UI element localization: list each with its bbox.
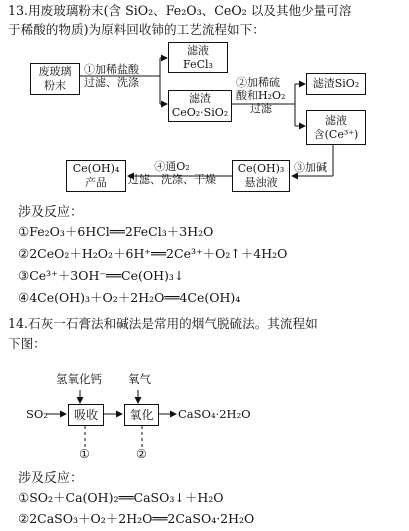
mark-1: ① [79, 447, 90, 461]
box-absorption: 吸收 [68, 404, 104, 426]
box-ceoh3-suspension: Ce(OH)₃ 悬浊液 [232, 160, 290, 192]
q13-reaction-3: ③Ce³⁺＋3OH⁻══Ce(OH)₃↓ [18, 268, 185, 283]
box-residue-ceo2-sio2: 滤渣 CeO₂·SiO₂ [168, 90, 232, 122]
q13-reaction-2: ②2CeO₂＋H₂O₂＋6H⁺══2Ce³⁺＋O₂↑＋4H₂O [18, 246, 288, 261]
reagent-oxygen: 氧气 [128, 372, 151, 386]
q13-line2: 于稀酸的物质)为原料回收铈的工艺流程如下： [8, 22, 265, 37]
box-filtrate-fecl3: 滤液 FeCl₃ [168, 42, 228, 73]
step1-label: ①加稀盐酸 过滤、洗涤 [84, 63, 139, 89]
q13-reactions-title: 涉及反应： [18, 205, 84, 220]
q13-reaction-1: ①Fe₂O₃＋6HCl══2FeCl₃＋3H₂O [18, 224, 214, 239]
box-waste-glass: 废玻璃 粉末 [30, 63, 80, 95]
box-filtrate-ce3: 滤液 含(Ce³⁺) [306, 110, 366, 145]
step2-label: ②加稀硫 酸和H₂O₂ 过滤 [236, 76, 286, 115]
step3-label: ③加碱 [294, 161, 327, 174]
output-caso4: CaSO₄·2H₂O [178, 407, 251, 421]
box-residue-sio2: 滤渣SiO₂ [306, 73, 366, 95]
box-ceoh4-product: Ce(OH)₄ 产品 [66, 160, 126, 192]
input-so2: SO₂ [26, 407, 48, 421]
box-oxidation: 氧化 [124, 404, 159, 426]
q14-line1: 14.石灰一石膏法和碱法是常用的烟气脱硫法。其流程如 [8, 316, 318, 331]
q14-line2: 下图： [8, 336, 46, 351]
mark-2: ② [136, 447, 147, 461]
q13-line1: 13.用废玻璃粉末(含 SiO₂、Fe₂O₃、CeO₂ 以及其他少量可溶 [8, 3, 352, 18]
q13-reaction-4: ④4Ce(OH)₃＋O₂＋2H₂O══4Ce(OH)₄ [18, 290, 241, 305]
step4-label: ④通O₂ 过滤、洗涤、干燥 [128, 160, 216, 186]
reagent-calcium-hydroxide: 氢氧化钙 [56, 372, 102, 386]
q14-reaction-1: ①SO₂＋Ca(OH)₂══CaSO₃↓＋H₂O [18, 490, 224, 505]
q14-reaction-2: ②2CaSO₃＋O₂＋2H₂O══2CaSO₄·2H₂O [18, 511, 255, 526]
q14-reactions-title: 涉及反应： [18, 471, 84, 486]
